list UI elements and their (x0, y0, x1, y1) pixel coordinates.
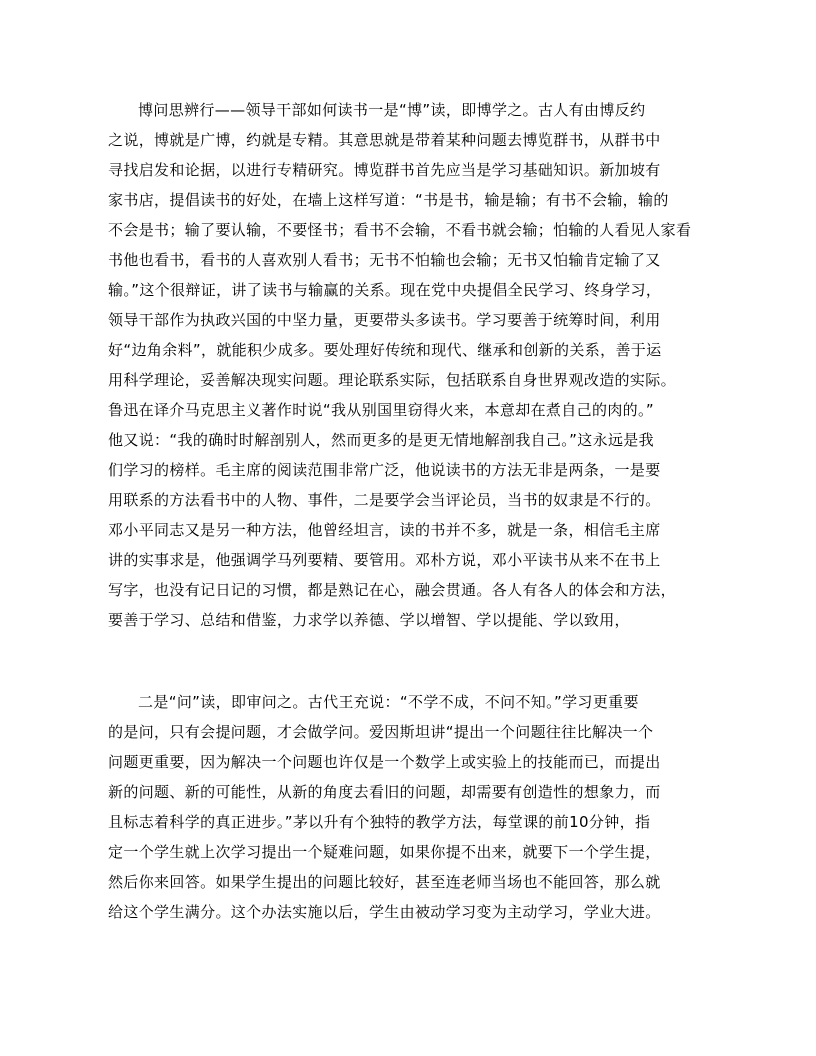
text-line: 不会是书；输了要认输，不要怪书；看书不会输，不看书就会输；怕输的人看见人家看 (108, 221, 692, 239)
text-line: 然后你来回答。如果学生提出的问题比较好，甚至连老师当场也不能回答，那么就 (108, 873, 661, 891)
text-line: 要善于学习、总结和借鉴，力求学以养德、学以增智、学以提能、学以致用， (108, 611, 630, 629)
text-line: 定一个学生就上次学习提出一个疑难问题，如果你提不出来，就要下一个学生提， (108, 843, 661, 861)
text-line: 书他也看书，看书的人喜欢别人看书；无书不怕输也会输；无书又怕输肯定输了又 (108, 251, 661, 269)
text-line: 用科学理论，妥善解决现实问题。理论联系实际，包括联系自身世界观改造的实际。 (108, 371, 676, 389)
text-line: 他又说：“我的确时时解剖别人，然而更多的是更无情地解剖我自己。”这永远是我 (108, 431, 654, 449)
text-line: 之说，博就是广博，约就是专精。其意思就是带着某种问题去博览群书，从群书中 (108, 131, 661, 149)
text-line: 讲的实事求是，他强调学马列要精、要管用。邓朴方说，邓小平读书从来不在书上 (108, 551, 661, 569)
text-line: 输。”这个很辩证，讲了读书与输赢的关系。现在党中央提倡全民学习、终身学习， (108, 281, 662, 299)
text-line: 写字，也没有记日记的习惯，都是熟记在心，融会贯通。各人有各人的体会和方法， (108, 581, 676, 599)
text-line: 邓小平同志又是另一种方法，他曾经坦言，读的书并不多，就是一条，相信毛主席 (108, 521, 661, 539)
text-line: 寻找启发和论据，以进行专精研究。博览群书首先应当是学习基础知识。新加坡有 (108, 161, 661, 179)
text-line: 领导干部作为执政兴国的中坚力量，更要带头多读书。学习要善于统筹时间，利用 (108, 311, 661, 329)
text-line: 且标志着科学的真正进步。”茅以升有个独特的教学方法，每堂课的前10分钟，指 (108, 813, 651, 831)
text-line: 们学习的榜样。毛主席的阅读范围非常广泛，他说读书的方法无非是两条，一是要 (108, 461, 661, 479)
text-line: 家书店，提倡读书的好处，在墙上这样写道：“书是书，输是输；有书不会输，输的 (108, 191, 669, 209)
text-line: 好“边角余料”，就能积少成多。要处理好传统和现代、继承和创新的关系，善于运 (108, 341, 662, 359)
paragraph-wen-reading (108, 687, 698, 927)
text-line: 的是问，只有会提问题，才会做学问。爱因斯坦讲“提出一个问题往往比解决一个 (108, 723, 654, 741)
paragraph-bo-reading (108, 95, 698, 635)
text-line: 二是“问”读，即审问之。古代王充说：“不学不成，不问不知。”学习更重要 (138, 693, 639, 711)
text-line: 新的问题、新的可能性，从新的角度去看旧的问题，却需要有创造性的想象力，而 (108, 783, 661, 801)
text-line: 给这个学生满分。这个办法实施以后，学生由被动学习变为主动学习，学业大进。 (108, 903, 661, 921)
text-line: 用联系的方法看书中的人物、事件，二是要学会当评论员，当书的奴隶是不行的。 (108, 491, 661, 509)
text-line: 鲁迅在译介马克思主义著作时说“我从别国里窃得火来，本意却在煮自己的肉的。” (108, 401, 654, 419)
text-line: 问题更重要，因为解决一个问题也许仅是一个数学上或实验上的技能而已，而提出 (108, 753, 661, 771)
text-line: 博问思辨行——领导干部如何读书一是“博”读，即博学之。古人有由博反约 (138, 101, 646, 119)
